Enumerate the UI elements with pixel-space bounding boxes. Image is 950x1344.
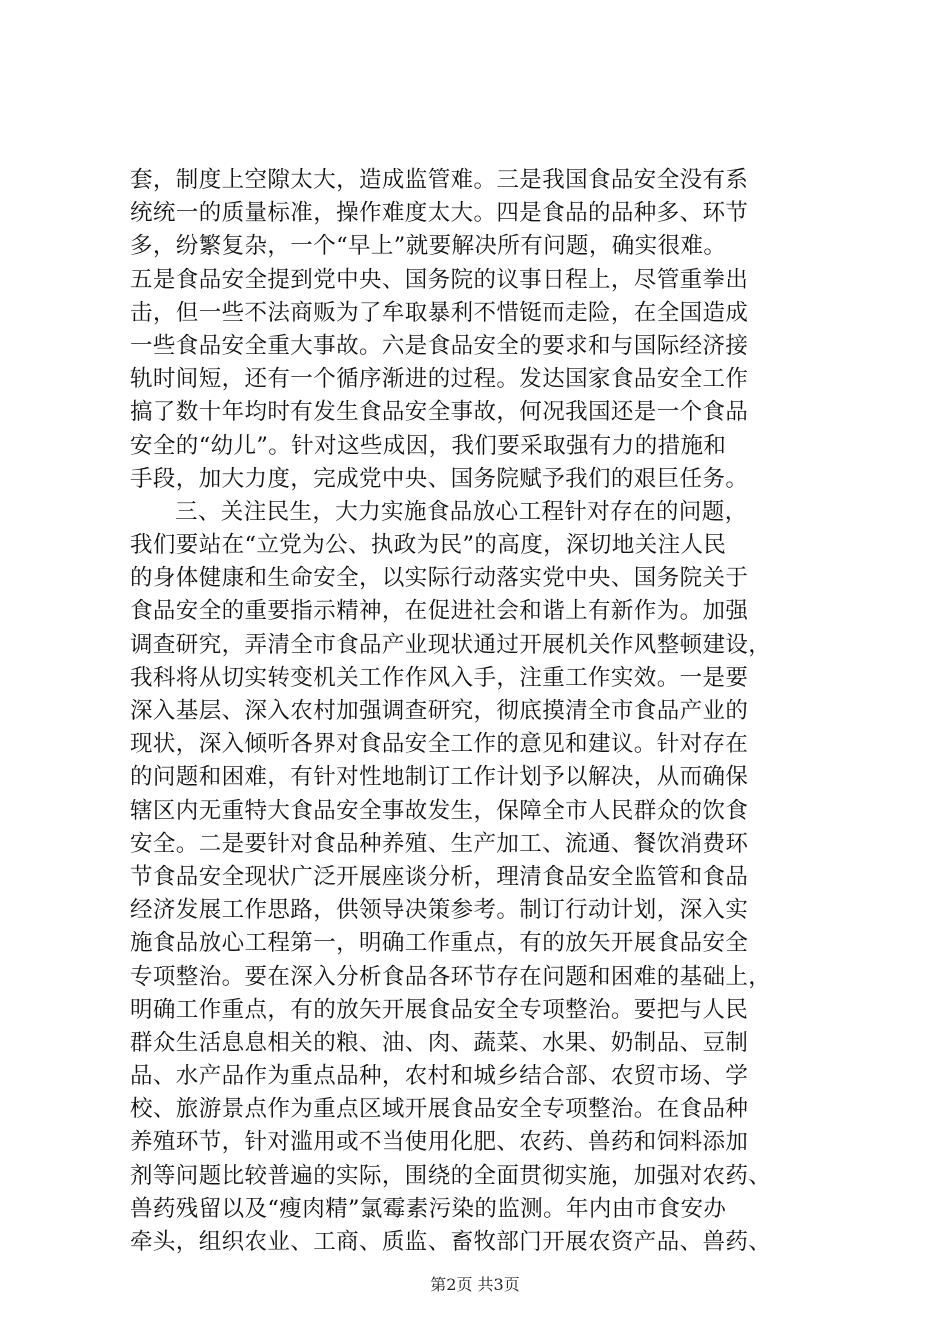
text-line: 多，纷繁复杂，一个“早上”就要解决所有问题，确实很难。 bbox=[130, 233, 727, 260]
text-line: 搞了数十年均时有发生食品安全事故，何况我国还是一个食品 bbox=[130, 399, 749, 426]
text-line: 一些食品安全重大事故。六是食品安全的要求和与国际经济接 bbox=[130, 332, 749, 359]
text-line: 统统一的质量标准，操作难度太大。四是食品的品种多、环节 bbox=[130, 200, 749, 227]
text-line: 安全的“幼儿”。针对这些成因，我们要采取强有力的措施和 bbox=[130, 432, 727, 459]
section-heading-line: 三、关注民生，大力实施食品放心工程针对存在的问题， bbox=[175, 498, 748, 525]
text-line: 我科将从切实转变机关工作作风入手，注重工作实效。一是要 bbox=[130, 664, 749, 691]
text-line: 辖区内无重特大食品安全事故发生，保障全市人民群众的饮食 bbox=[130, 797, 749, 824]
text-line: 明确工作重点，有的放矢开展食品安全专项整治。要把与人民 bbox=[130, 996, 749, 1023]
text-line: 安全。二是要针对食品种养殖、生产加工、流通、餐饮消费环 bbox=[130, 830, 749, 857]
text-line: 的问题和困难，有针对性地制订工作计划予以解决，从而确保 bbox=[130, 764, 749, 791]
text-line: 养殖环节，针对滥用或不当使用化肥、农药、兽药和饲料添加 bbox=[130, 1129, 749, 1156]
text-line: 五是食品安全提到党中央、国务院的议事日程上，尽管重拳出 bbox=[130, 266, 749, 293]
text-line: 调查研究，弄清全市食品产业现状通过开展机关作风整顿建设， bbox=[130, 631, 772, 658]
text-line: 群众生活息息相关的粮、油、肉、蔬菜、水果、奶制品、豆制 bbox=[130, 1029, 749, 1056]
text-line: 校、旅游景点作为重点区域开展食品安全专项整治。在食品种 bbox=[130, 1096, 749, 1123]
text-line: 品、水产品作为重点品种，农村和城乡结合部、农贸市场、学 bbox=[130, 1063, 749, 1090]
document-body bbox=[130, 164, 830, 1259]
text-line: 套，制度上空隙太大，造成监管难。三是我国食品安全没有系 bbox=[130, 167, 749, 193]
text-line: 手段，加大力度，完成党中央、国务院赋予我们的艰巨任务。 bbox=[130, 465, 749, 492]
text-line: 专项整治。要在深入分析食品各环节存在问题和困难的基础上， bbox=[130, 963, 772, 990]
text-line: 现状，深入倾听各界对食品安全工作的意见和建议。针对存在 bbox=[130, 731, 749, 758]
text-line: 轨时间短，还有一个循序渐进的过程。发达国家食品安全工作 bbox=[130, 366, 749, 393]
text-line: 击，但一些不法商贩为了牟取暴利不惜铤而走险，在全国造成 bbox=[130, 299, 749, 326]
text-line: 我们要站在“立党为公、执政为民”的高度，深切地关注人民 bbox=[130, 532, 727, 559]
text-line: 的身体健康和生命安全，以实际行动落实党中央、国务院关于 bbox=[130, 565, 749, 592]
text-line: 节食品安全现状广泛开展座谈分析，理清食品安全监管和食品 bbox=[130, 863, 749, 890]
text-line: 兽药残留以及“瘦肉精”氯霉素污染的监测。年内由市食安办 bbox=[130, 1195, 727, 1222]
text-line: 经济发展工作思路，供领导决策参考。制订行动计划，深入实 bbox=[130, 897, 749, 924]
text-line: 牵头，组织农业、工商、质监、畜牧部门开展农资产品、兽药、 bbox=[130, 1229, 772, 1255]
page-number-footer: 第2页 共3页 bbox=[430, 1275, 520, 1294]
text-line: 剂等问题比较普遍的实际，围绕的全面贯彻实施，加强对农药、 bbox=[130, 1162, 772, 1189]
text-line: 食品安全的重要指示精神，在促进社会和谐上有新作为。加强 bbox=[130, 598, 749, 625]
text-line: 施食品放心工程第一，明确工作重点，有的放矢开展食品安全 bbox=[130, 930, 749, 957]
text-line: 深入基层、深入农村加强调查研究，彻底摸清全市食品产业的 bbox=[130, 698, 749, 724]
